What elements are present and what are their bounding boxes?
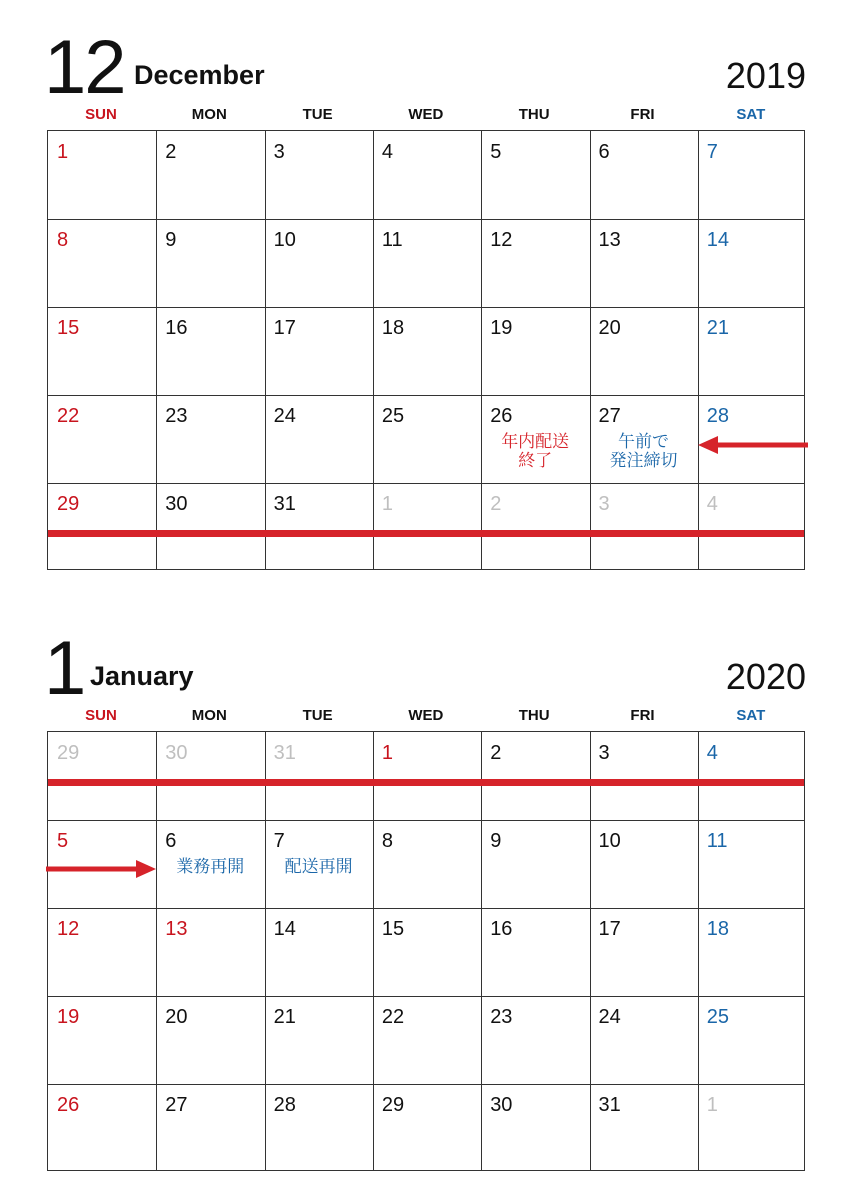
day-number: 6 bbox=[598, 141, 610, 163]
day-number: 15 bbox=[57, 317, 80, 339]
weekday-tue: TUE bbox=[302, 106, 333, 123]
day-number: 26 bbox=[57, 1094, 80, 1116]
day-number: 22 bbox=[57, 405, 80, 427]
day-number: 7 bbox=[273, 830, 285, 852]
grid-divider bbox=[373, 732, 374, 1170]
weekday-mon: MON bbox=[191, 106, 227, 123]
day-number: 29 bbox=[57, 493, 80, 515]
day-number: 17 bbox=[598, 918, 621, 940]
grid-divider bbox=[156, 131, 157, 569]
month-name: December bbox=[134, 60, 265, 90]
arrow-right-icon bbox=[46, 859, 156, 879]
weekday-fri: FRI bbox=[630, 106, 655, 123]
year-label: 2019 bbox=[725, 55, 806, 96]
month-number: 1 bbox=[44, 626, 85, 711]
day-number: 21 bbox=[706, 317, 730, 339]
day-number: 7 bbox=[706, 141, 718, 163]
day-note: 業務再開 bbox=[176, 857, 245, 876]
day-number: 20 bbox=[598, 317, 621, 339]
day-number: 31 bbox=[273, 493, 296, 515]
day-number: 8 bbox=[381, 830, 394, 852]
weekday-fri: FRI bbox=[630, 707, 655, 724]
day-number: 2 bbox=[490, 493, 502, 515]
grid-divider bbox=[698, 732, 699, 1170]
day-number: 22 bbox=[381, 1006, 405, 1028]
day-number: 24 bbox=[273, 405, 296, 427]
weekday-mon: MON bbox=[191, 707, 227, 724]
weekday-thu: THU bbox=[518, 106, 550, 123]
day-number: 31 bbox=[273, 742, 296, 764]
weekday-sat: SAT bbox=[736, 106, 766, 123]
day-number: 17 bbox=[273, 317, 296, 339]
grid-divider bbox=[48, 395, 804, 396]
day-number: 26 bbox=[490, 405, 513, 427]
day-number: 28 bbox=[273, 1094, 296, 1116]
calendar-grid bbox=[47, 130, 805, 570]
day-note: 午前で 発注締切 bbox=[609, 432, 678, 470]
day-number: 1 bbox=[706, 1094, 718, 1116]
grid-divider bbox=[698, 131, 699, 569]
day-number: 4 bbox=[706, 742, 718, 764]
day-number: 12 bbox=[490, 229, 513, 251]
month-name: January bbox=[90, 661, 194, 691]
month-december bbox=[0, 25, 850, 575]
grid-divider bbox=[48, 483, 804, 484]
weekday-thu: THU bbox=[518, 707, 550, 724]
day-number: 10 bbox=[598, 830, 621, 852]
day-number: 4 bbox=[381, 141, 394, 163]
grid-divider bbox=[156, 732, 157, 1170]
day-number: 1 bbox=[381, 742, 394, 764]
day-number: 30 bbox=[165, 493, 188, 515]
day-number: 13 bbox=[165, 918, 188, 940]
grid-divider bbox=[48, 1084, 804, 1085]
day-number: 14 bbox=[706, 229, 730, 251]
month-number: 12 bbox=[44, 25, 125, 110]
day-number: 9 bbox=[165, 229, 177, 251]
weekday-header bbox=[47, 106, 805, 126]
day-number: 18 bbox=[706, 918, 730, 940]
grid-divider bbox=[481, 131, 482, 569]
day-number: 18 bbox=[381, 317, 405, 339]
grid-divider bbox=[590, 131, 591, 569]
day-number: 11 bbox=[706, 830, 728, 852]
day-number: 10 bbox=[273, 229, 296, 251]
day-number: 30 bbox=[165, 742, 188, 764]
day-number: 19 bbox=[57, 1006, 80, 1028]
weekday-sat: SAT bbox=[736, 707, 766, 724]
day-number: 20 bbox=[165, 1006, 188, 1028]
year-label: 2020 bbox=[725, 656, 806, 697]
weekday-sun: SUN bbox=[85, 106, 117, 123]
day-number: 25 bbox=[706, 1006, 730, 1028]
day-number: 1 bbox=[381, 493, 394, 515]
day-number: 27 bbox=[598, 405, 621, 427]
grid-divider bbox=[265, 732, 266, 1170]
grid-divider bbox=[48, 820, 804, 821]
day-number: 27 bbox=[165, 1094, 188, 1116]
month-january bbox=[0, 626, 850, 1176]
weekday-wed: WED bbox=[408, 106, 444, 123]
grid-divider bbox=[48, 307, 804, 308]
day-number: 28 bbox=[706, 405, 730, 427]
day-number: 21 bbox=[273, 1006, 296, 1028]
weekday-wed: WED bbox=[408, 707, 444, 724]
day-number: 1 bbox=[57, 141, 69, 163]
highlight-bar bbox=[48, 779, 804, 786]
day-note: 配送再開 bbox=[284, 857, 353, 876]
weekday-tue: TUE bbox=[302, 707, 333, 724]
day-number: 25 bbox=[381, 405, 405, 427]
day-number: 8 bbox=[57, 229, 69, 251]
grid-divider bbox=[590, 732, 591, 1170]
day-number: 16 bbox=[490, 918, 513, 940]
day-number: 30 bbox=[490, 1094, 513, 1116]
grid-divider bbox=[48, 908, 804, 909]
day-number: 14 bbox=[273, 918, 296, 940]
grid-divider bbox=[373, 131, 374, 569]
day-number: 19 bbox=[490, 317, 513, 339]
day-number: 29 bbox=[57, 742, 80, 764]
day-note: 年内配送 終了 bbox=[501, 432, 570, 470]
day-number: 4 bbox=[706, 493, 718, 515]
day-number: 12 bbox=[57, 918, 80, 940]
grid-divider bbox=[48, 996, 804, 997]
day-number: 23 bbox=[490, 1006, 513, 1028]
day-number: 2 bbox=[165, 141, 177, 163]
day-number: 3 bbox=[273, 141, 285, 163]
day-number: 31 bbox=[598, 1094, 621, 1116]
day-number: 2 bbox=[490, 742, 502, 764]
day-number: 3 bbox=[598, 742, 610, 764]
day-number: 11 bbox=[381, 229, 403, 251]
day-number: 29 bbox=[381, 1094, 405, 1116]
day-number: 16 bbox=[165, 317, 188, 339]
grid-divider bbox=[48, 219, 804, 220]
weekday-header bbox=[47, 707, 805, 727]
highlight-bar bbox=[48, 530, 804, 537]
calendar-grid bbox=[47, 731, 805, 1171]
day-number: 15 bbox=[381, 918, 405, 940]
day-number: 5 bbox=[57, 830, 69, 852]
day-number: 13 bbox=[598, 229, 621, 251]
day-number: 23 bbox=[165, 405, 188, 427]
arrow-left-icon bbox=[698, 435, 808, 455]
day-number: 3 bbox=[598, 493, 610, 515]
day-number: 24 bbox=[598, 1006, 621, 1028]
day-number: 6 bbox=[165, 830, 177, 852]
weekday-sun: SUN bbox=[85, 707, 117, 724]
grid-divider bbox=[481, 732, 482, 1170]
day-number: 9 bbox=[490, 830, 502, 852]
day-number: 5 bbox=[490, 141, 502, 163]
grid-divider bbox=[265, 131, 266, 569]
